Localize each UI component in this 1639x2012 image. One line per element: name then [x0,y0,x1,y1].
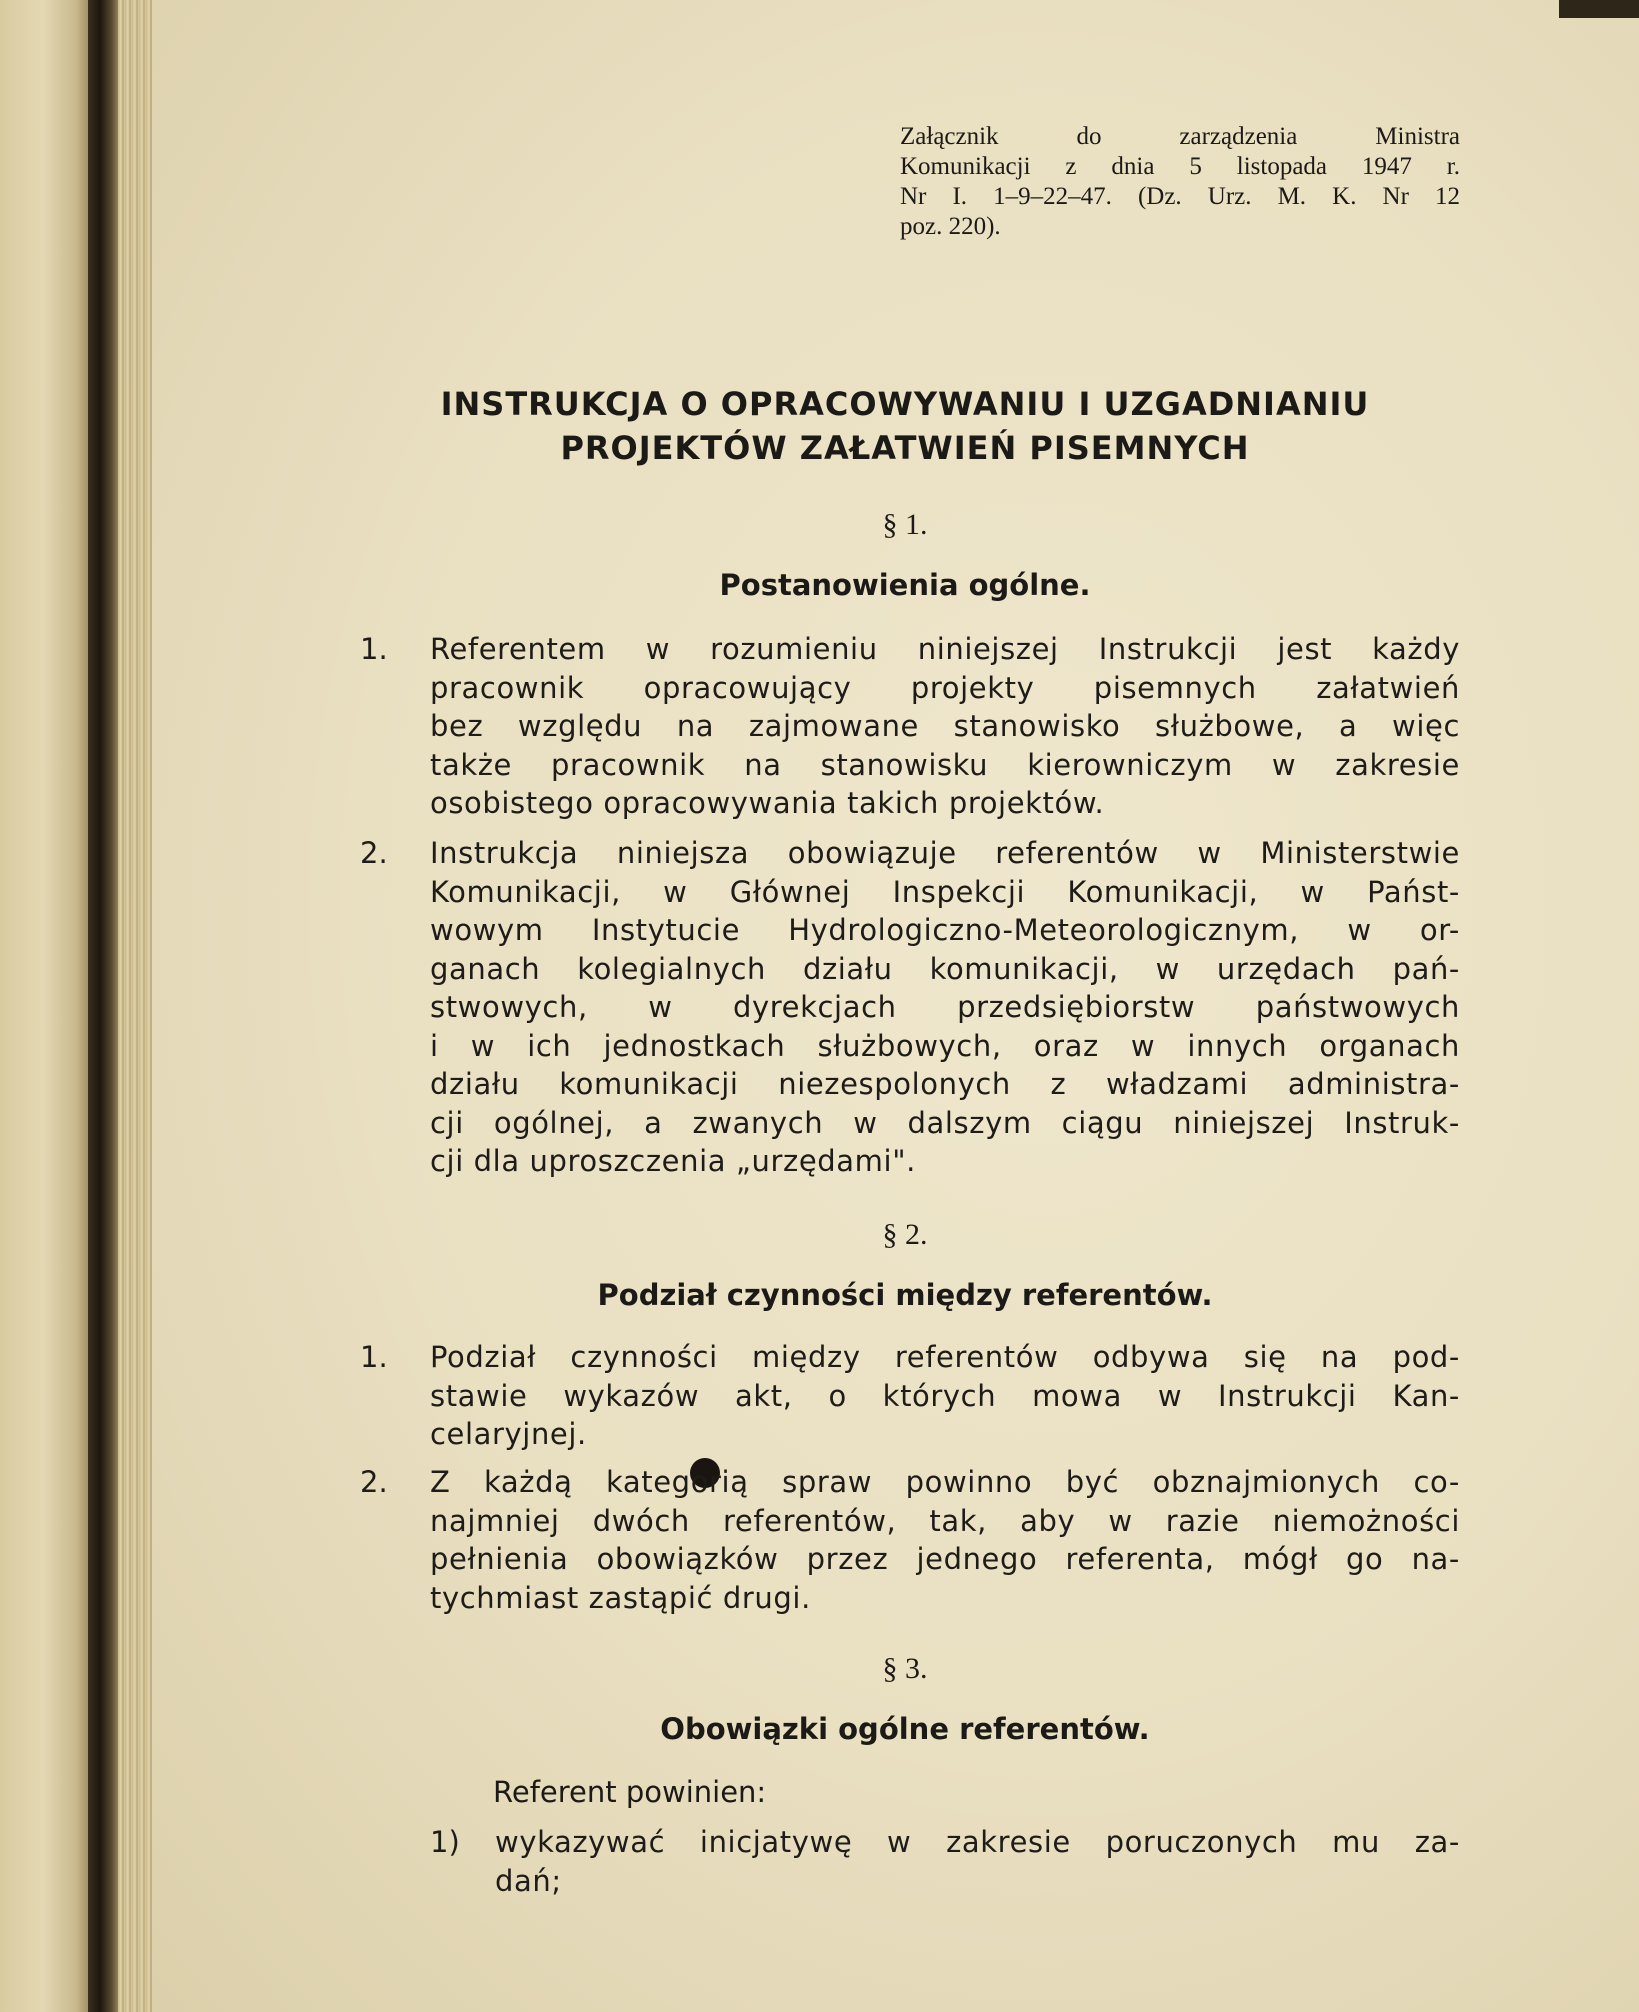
section-1-item-1 [360,630,1460,823]
item-line: celaryjnej. [430,1417,587,1451]
section-2-item-2 [360,1463,1460,1617]
document-title [350,382,1460,470]
title-line-1: INSTRUKCJA O OPRACOWYWANIU I UZGADNIANIU [440,385,1370,423]
item-line: działu komunikacji niezespolonych z władzami administra- [430,1067,1460,1101]
item-line: wykazywać inicjatywę w zakresie poruczonych mu za- [495,1825,1460,1859]
item-line: pracownik opracowujący projekty pisemnych załatwień [430,670,1460,705]
item-line: cji dla uproszczenia „urzędami". [430,1144,916,1178]
attachment-note-line: Komunikacji z dnia 5 listopada 1947 r. [900,153,1460,180]
item-line: pełnienia obowiązków przez jednego referenta, mógł go na- [430,1542,1460,1576]
section-2-symbol: § 2. [882,1218,928,1251]
item-line: Podział czynności między referentów odbywa się na pod- [430,1340,1460,1374]
item-line: Referentem w rozumieniu niniejszej Instrukcji jest każdy [430,632,1460,666]
section-1-item-2 [360,834,1460,1181]
section-2-heading: Podział czynności między referentów. [597,1278,1213,1312]
item-line: bez względu na zajmowane stanowisko służbowe, a więc [430,709,1460,743]
attachment-note-line: poz. 220). [900,213,1001,240]
item-line: tychmiast zastąpić drugi. [430,1580,811,1615]
item-line: dań; [495,1863,562,1898]
item-line: stwowych, w dyrekcjach przedsiębiorstw państwowych [430,990,1460,1024]
item-number: 2. [360,836,388,870]
item-line: i w ich jednostkach służbowych, oraz w innych organach [430,1028,1460,1063]
section-3-symbol: § 3. [882,1652,928,1685]
item-line: także pracownik na stanowisku kierowniczym w zakresie [430,747,1460,782]
section-3-lead: Referent powinien: [493,1775,767,1809]
section-3-item-1 [430,1823,1460,1900]
section-1-symbol: § 1. [882,508,928,541]
item-number: 1. [360,1340,388,1374]
attachment-note [900,122,1460,242]
item-line: osobistego opracowywania takich projektów. [430,786,1105,820]
item-number: 2. [360,1465,388,1499]
item-line: wowym Instytucie Hydrologiczno-Meteorologicznym, w or- [430,913,1460,947]
item-line: najmniej dwóch referentów, tak, aby w razie niemożności [430,1503,1460,1538]
attachment-note-line: Nr I. 1–9–22–47. (Dz. Urz. M. K. Nr 12 [900,183,1460,210]
section-1-heading: Postanowienia ogólne. [719,568,1091,602]
corner-shadow [1559,0,1639,18]
attachment-note-line: Załącznik do zarządzenia Ministra [900,123,1460,150]
item-line: Instrukcja niniejsza obowiązuje referentów w Ministerstwie [430,836,1460,870]
title-line-2: PROJEKTÓW ZAŁATWIEŃ PISEMNYCH [560,429,1250,467]
item-line: ganach kolegialnych działu komunikacji, w urzędach pań- [430,951,1460,986]
item-line: cji ogólnej, a zwanych w dalszym ciągu niniejszej Instruk- [430,1105,1460,1140]
section-3-heading: Obowiązki ogólne referentów. [660,1712,1150,1746]
binding-shadow [88,0,122,2012]
item-number: 1. [360,632,388,666]
section-2-item-1 [360,1338,1460,1454]
item-line: stawie wykazów akt, o których mowa w Instrukcji Kan- [430,1378,1460,1413]
item-line: Komunikacji, w Głównej Inspekcji Komunikacji, w Państ- [430,874,1460,909]
previous-page-edge [0,0,95,2012]
item-line: Z każdą kategorią spraw powinno być obznajmionych co- [430,1465,1460,1499]
item-number: 1) [430,1825,460,1859]
